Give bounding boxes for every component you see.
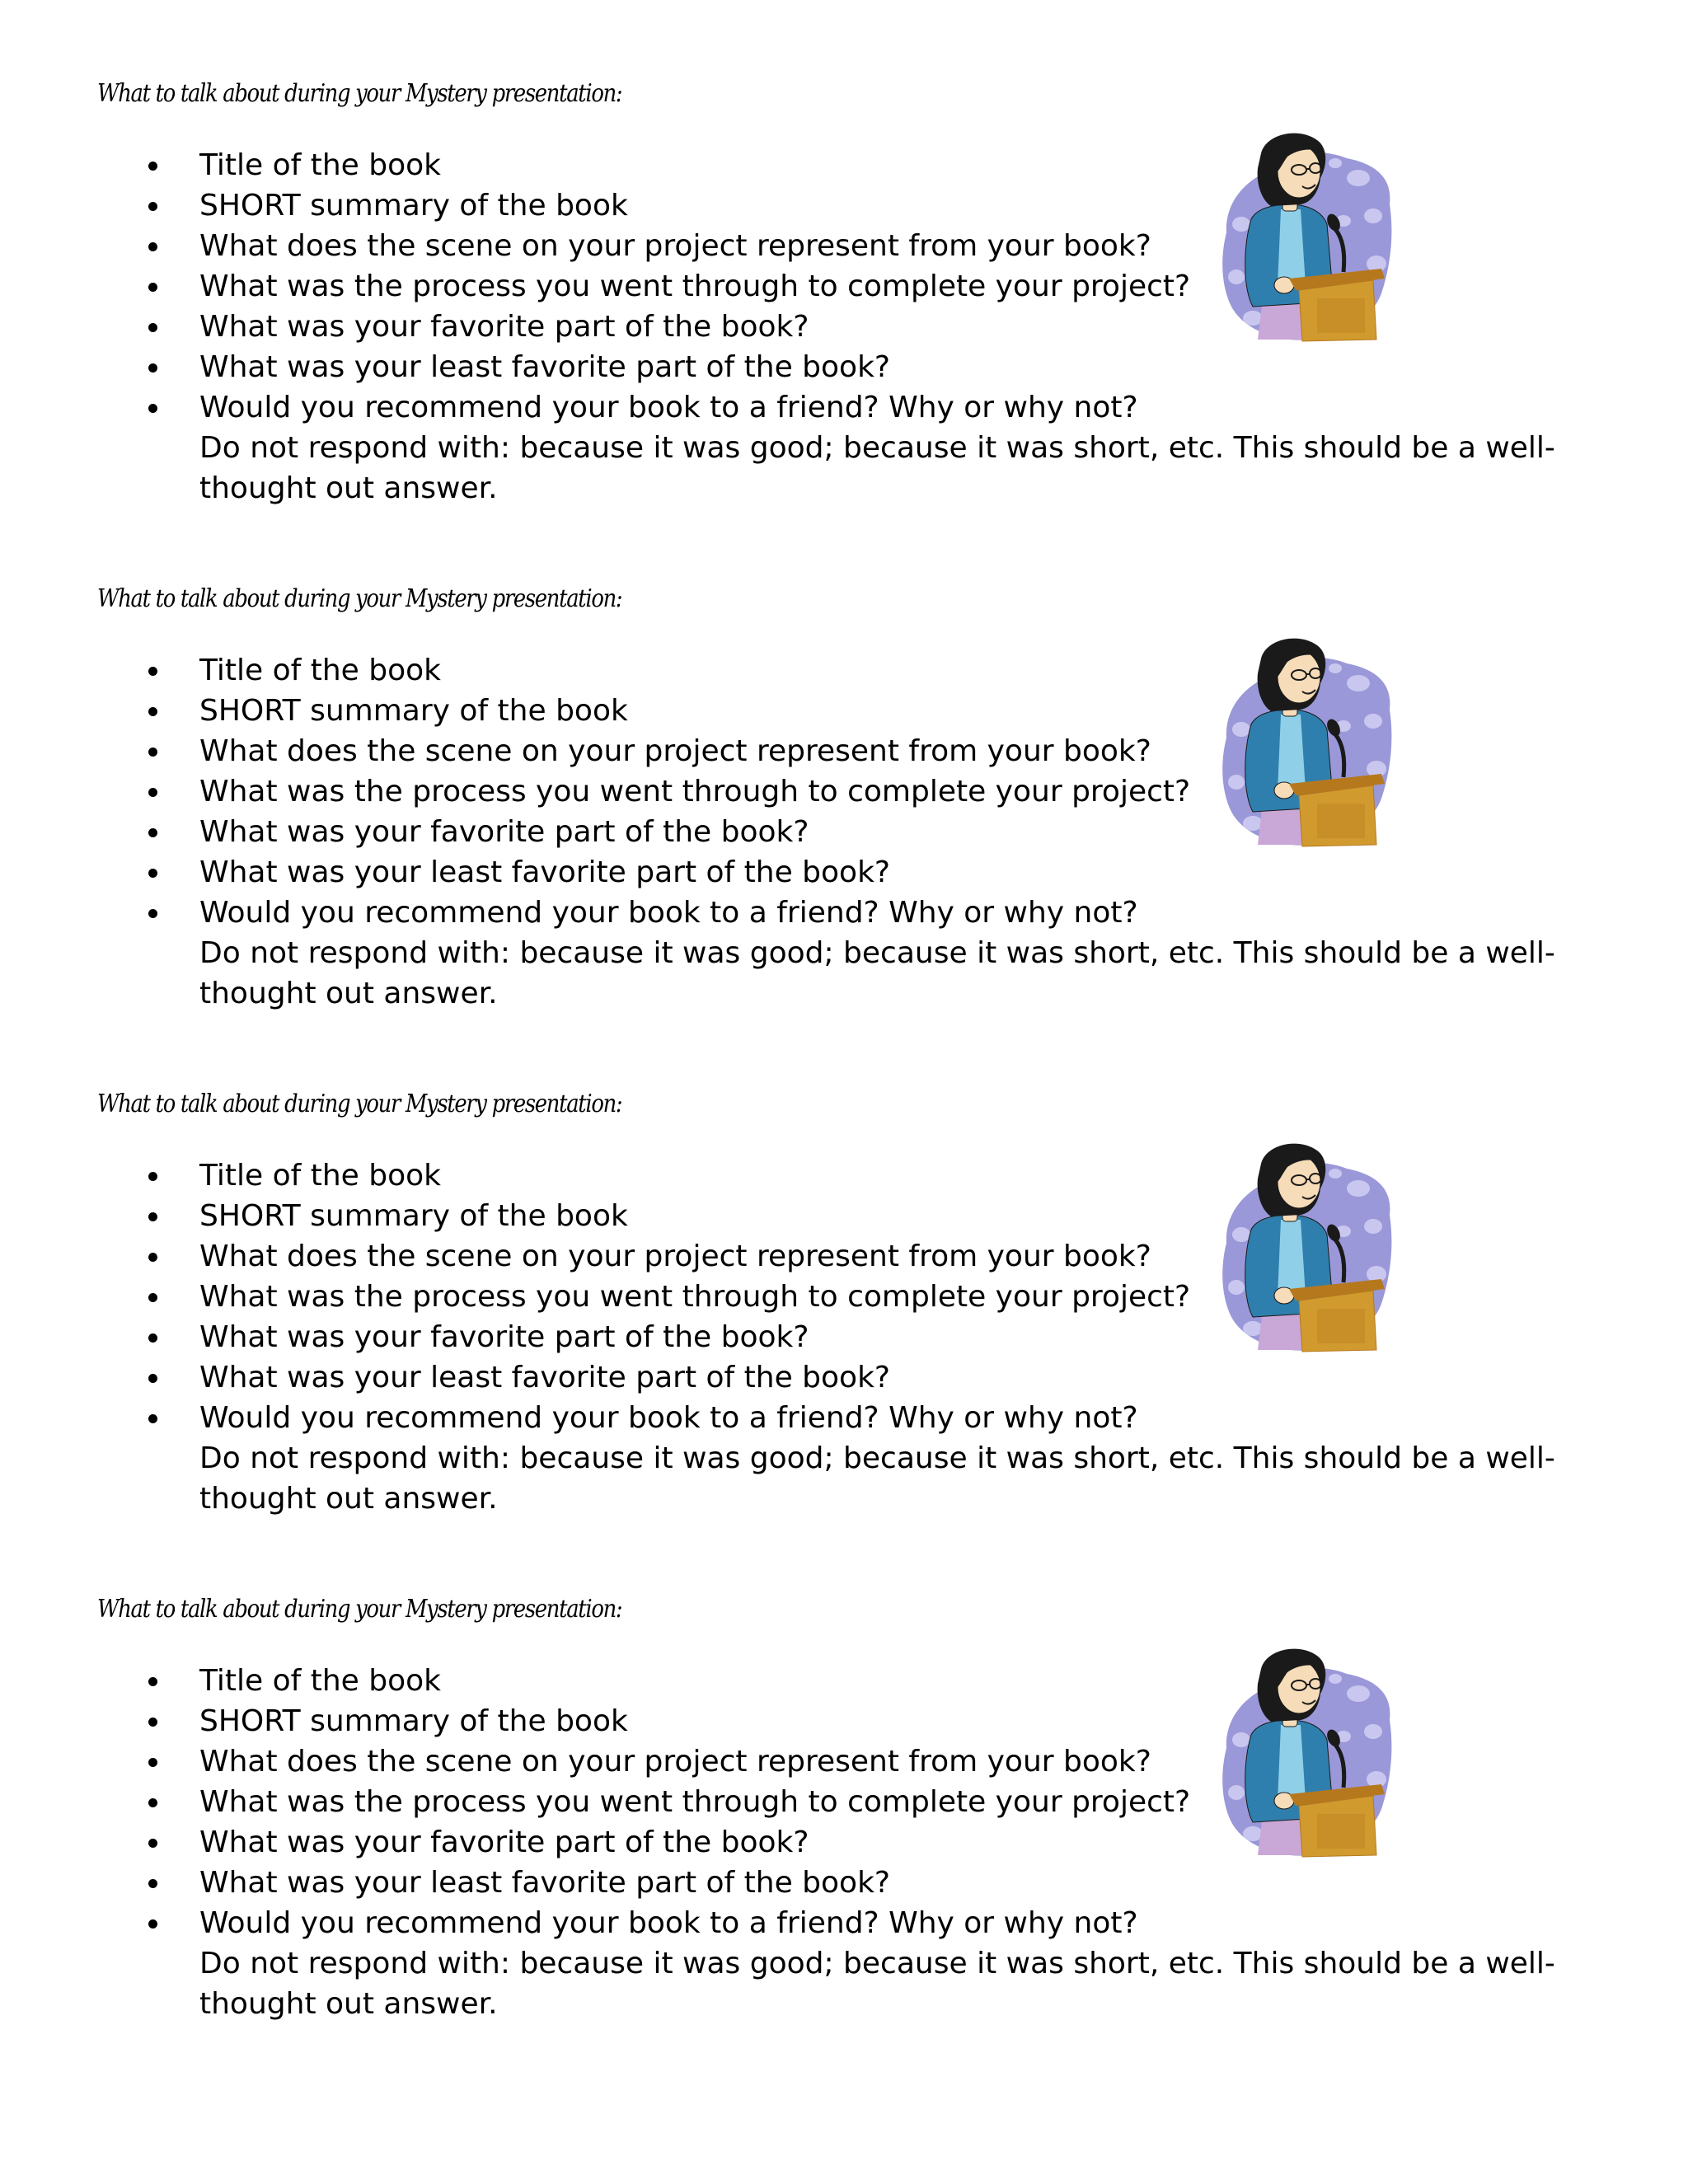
checklist-item-text: What was your favorite part of the book?	[199, 815, 809, 849]
checklist-item	[148, 387, 1599, 428]
bullet-icon	[148, 1212, 157, 1221]
checklist-item-text: Title of the book	[199, 654, 442, 687]
bullet-icon	[148, 1293, 157, 1302]
section-heading: What to talk about during your Mystery presentation:	[97, 584, 622, 613]
speaker-at-podium-icon	[1220, 124, 1393, 346]
bullet-icon	[148, 788, 157, 797]
bullet-icon	[148, 1172, 157, 1181]
checklist-item	[148, 893, 1599, 933]
checklist-item-text: What was the process you went through to complete your project?	[199, 1280, 1191, 1314]
checklist-item-text: What was your least favorite part of the book?	[199, 1866, 891, 1900]
checklist-item-text: What does the scene on your project represent from your book?	[199, 734, 1151, 768]
checklist-item-text: SHORT summary of the book	[199, 1199, 628, 1233]
checklist-item-text: SHORT summary of the book	[199, 189, 628, 223]
checklist-item-text: Would you recommend your book to a friend? Why or why not?	[199, 1401, 1138, 1435]
checklist-item-text: What was your least favorite part of the book?	[199, 855, 891, 889]
bullet-icon	[148, 363, 157, 373]
checklist-item-text: Would you recommend your book to a friend? Why or why not?	[199, 1906, 1138, 1940]
checklist-item	[148, 347, 1599, 387]
checklist-item-text: SHORT summary of the book	[199, 1704, 628, 1738]
bullet-icon	[148, 404, 157, 413]
bullet-icon	[148, 667, 157, 676]
bullet-icon	[148, 283, 157, 292]
checklist-item	[148, 1863, 1599, 1903]
checklist-item-text: Would you recommend your book to a friend? Why or why not?	[199, 391, 1138, 424]
checklist-item-text: What does the scene on your project represent from your book?	[199, 1745, 1151, 1779]
bullet-icon	[148, 1718, 157, 1727]
speaker-at-podium-icon	[1220, 629, 1393, 851]
checklist-item	[148, 1398, 1599, 1438]
bullet-icon	[148, 1374, 157, 1383]
bullet-icon	[148, 1677, 157, 1686]
checklist-item-text: SHORT summary of the book	[199, 694, 628, 728]
answer-guidance-note: Do not respond with: because it was good; because it was short, etc. This should be a well-thought out answer.	[199, 1947, 1555, 2021]
answer-guidance-note: Do not respond with: because it was good; because it was short, etc. This should be a well-thought out answer.	[199, 1441, 1555, 1516]
checklist-item	[148, 852, 1599, 893]
section-heading: What to talk about during your Mystery presentation:	[97, 1090, 622, 1118]
bullet-icon	[148, 1253, 157, 1262]
checklist-item	[148, 1903, 1599, 1943]
checklist-item-text: Title of the book	[199, 1664, 442, 1698]
bullet-icon	[148, 1798, 157, 1807]
bullet-icon	[148, 323, 157, 332]
bullet-icon	[148, 1758, 157, 1767]
speaker-at-podium-icon	[1220, 1639, 1393, 1862]
bullet-icon	[148, 202, 157, 211]
presentation-section-3	[0, 1010, 1688, 1516]
presentation-section-4	[0, 1516, 1688, 2021]
checklist-item-text: What does the scene on your project represent from your book?	[199, 229, 1151, 263]
checklist-item-text: What was your favorite part of the book?	[199, 1825, 809, 1859]
checklist-item-text: What was your least favorite part of the book?	[199, 350, 891, 384]
checklist-item-text: What was the process you went through to complete your project?	[199, 1785, 1191, 1819]
checklist-item-text: What was your favorite part of the book?	[199, 1320, 809, 1354]
bullet-icon	[148, 909, 157, 918]
speaker-at-podium-icon	[1220, 1134, 1393, 1357]
bullet-icon	[148, 707, 157, 716]
presentation-section-2	[0, 505, 1688, 1010]
bullet-icon	[148, 869, 157, 878]
answer-guidance-note: Do not respond with: because it was good; because it was short, etc. This should be a well-thought out answer.	[199, 431, 1555, 505]
bullet-icon	[148, 748, 157, 757]
checklist-item-text: What was the process you went through to complete your project?	[199, 269, 1191, 303]
bullet-icon	[148, 828, 157, 837]
presentation-section-1	[0, 0, 1688, 505]
checklist-item-text: Title of the book	[199, 148, 442, 182]
bullet-icon	[148, 1879, 157, 1888]
bullet-icon	[148, 1919, 157, 1929]
bullet-icon	[148, 242, 157, 251]
checklist-item-text: What was the process you went through to complete your project?	[199, 775, 1191, 808]
bullet-icon	[148, 1333, 157, 1343]
bullet-icon	[148, 1414, 157, 1423]
checklist-item-text: What was your favorite part of the book?	[199, 310, 809, 344]
checklist-item-text: What does the scene on your project represent from your book?	[199, 1240, 1151, 1273]
answer-guidance-note: Do not respond with: because it was good; because it was short, etc. This should be a well-thought out answer.	[199, 936, 1555, 1010]
checklist-item-text: Title of the book	[199, 1159, 442, 1193]
section-heading: What to talk about during your Mystery presentation:	[97, 1595, 622, 1624]
bullet-icon	[148, 1839, 157, 1848]
section-heading: What to talk about during your Mystery presentation:	[97, 79, 622, 108]
bullet-icon	[148, 162, 157, 171]
checklist-item	[148, 1357, 1599, 1398]
checklist-item-text: Would you recommend your book to a friend? Why or why not?	[199, 896, 1138, 930]
checklist-item-text: What was your least favorite part of the book?	[199, 1361, 891, 1394]
